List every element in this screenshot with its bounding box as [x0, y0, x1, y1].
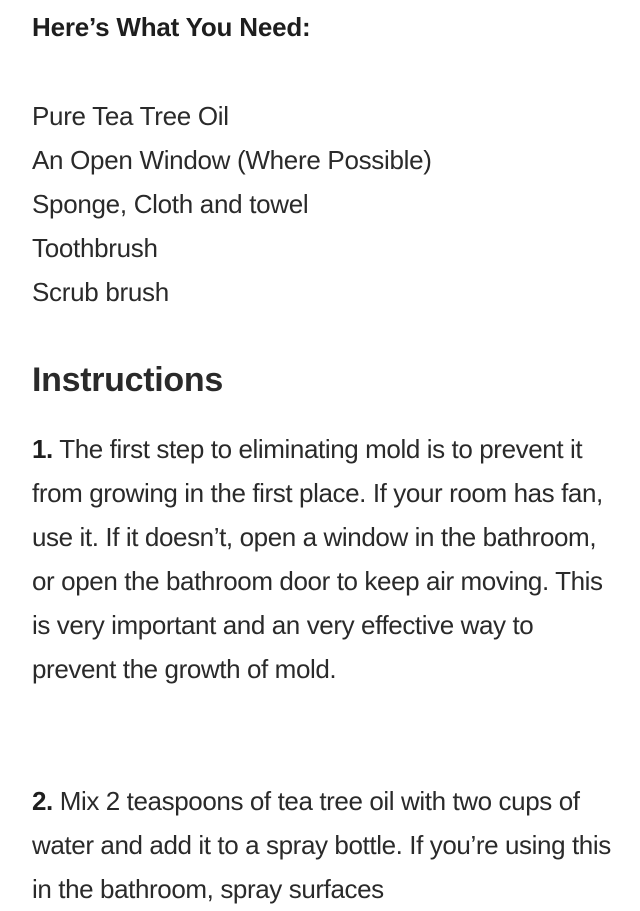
- instructions-heading: Instructions: [32, 361, 223, 399]
- instruction-step-1: [32, 427, 622, 691]
- step-text: The first step to eliminating mold is to prevent it from growing in the first place. If your room has fan, use it. If it doesn’t, open a window in the bathroom, or open the bathroom door to keep air moving. This is very important and an very effective way to prevent the growth of mold.: [32, 434, 603, 684]
- supply-item: Pure Tea Tree Oil: [32, 101, 229, 131]
- step-number: 2.: [32, 786, 53, 816]
- supply-item: Sponge, Cloth and towel: [32, 189, 309, 219]
- instruction-step-2: [32, 779, 622, 911]
- supplies-heading: Here’s What You Need:: [32, 12, 311, 42]
- supply-item: Toothbrush: [32, 233, 158, 263]
- supply-item: An Open Window (Where Possible): [32, 145, 432, 175]
- supply-item: Scrub brush: [32, 277, 169, 307]
- step-text: Mix 2 teaspoons of tea tree oil with two cups of water and add it to a spray bottle. If you’re using this in the bathroom, spray surfaces: [32, 786, 611, 904]
- step-number: 1.: [32, 434, 53, 464]
- supplies-list: [32, 94, 432, 314]
